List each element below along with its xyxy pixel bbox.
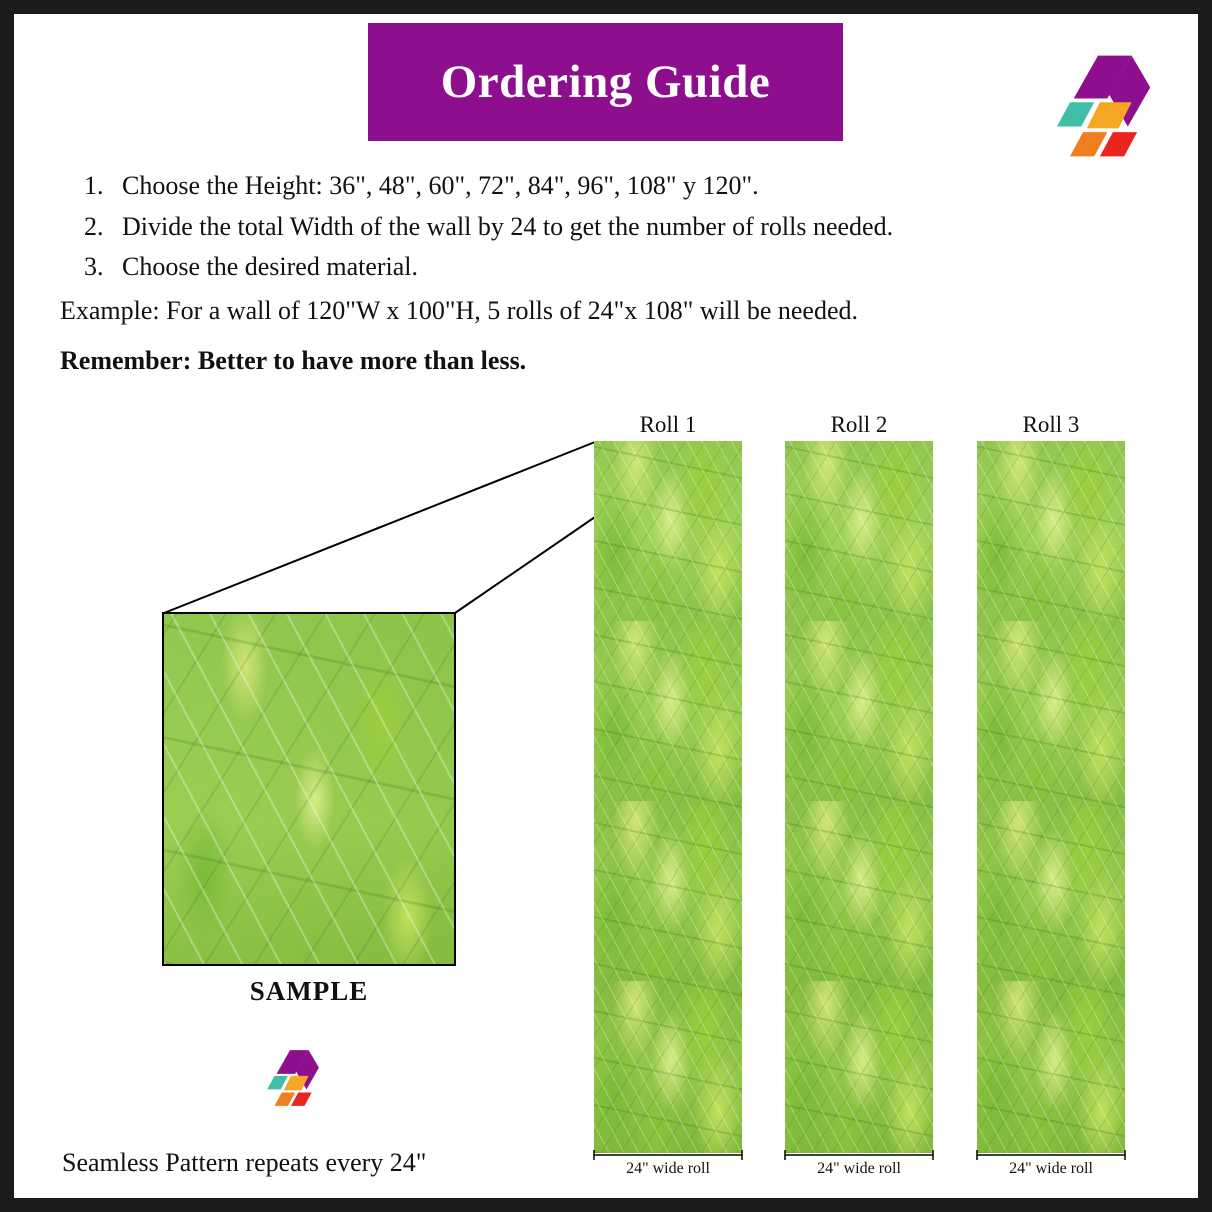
guide-page bbox=[14, 14, 1198, 1198]
roll-pattern-2 bbox=[785, 441, 933, 1153]
roll-pattern-1 bbox=[594, 441, 742, 1153]
roll-caption: 24" wide roll bbox=[1009, 1160, 1093, 1177]
roll-caption: 24" wide roll bbox=[817, 1160, 901, 1177]
step-item: 2. Divide the total Width of the wall by 24 to get the number of rolls needed. bbox=[110, 207, 1170, 247]
roll-width-dimension bbox=[781, 1150, 937, 1160]
roll-width-dimension bbox=[973, 1150, 1129, 1160]
step-item: 3. Choose the desired material. bbox=[110, 247, 1170, 287]
roll-pattern-veins bbox=[594, 441, 742, 1153]
footer-note: Seamless Pattern repeats every 24" bbox=[62, 1148, 427, 1177]
roll-title: Roll 2 bbox=[830, 412, 888, 437]
page-title: Ordering Guide bbox=[440, 56, 771, 108]
roll-title: Roll 3 bbox=[1022, 412, 1080, 437]
roll-pattern-veins bbox=[785, 441, 933, 1153]
sample-label: SAMPLE bbox=[249, 976, 369, 1006]
title-banner bbox=[368, 23, 843, 141]
company-logo-small-icon bbox=[259, 1047, 321, 1109]
steps-list bbox=[60, 166, 1170, 287]
sample-swatch bbox=[162, 612, 456, 966]
roll-pattern-veins bbox=[977, 441, 1125, 1153]
step-item: 1. Choose the Height: 36", 48", 60", 72", 84", 96", 108" y 120". bbox=[110, 166, 1170, 206]
remember-text: Remember: Better to have more than less. bbox=[60, 345, 527, 375]
sample-pattern-image bbox=[164, 614, 454, 964]
instructions-block bbox=[60, 166, 1170, 379]
roll-title: Roll 1 bbox=[639, 412, 697, 437]
roll-width-dimension bbox=[590, 1150, 746, 1160]
roll-caption: 24" wide roll bbox=[626, 1160, 710, 1177]
company-logo-icon bbox=[1042, 50, 1154, 162]
example-text: Example: For a wall of 120"W x 100"H, 5 rolls of 24"x 108" will be needed. bbox=[60, 295, 859, 325]
roll-pattern-3 bbox=[977, 441, 1125, 1153]
